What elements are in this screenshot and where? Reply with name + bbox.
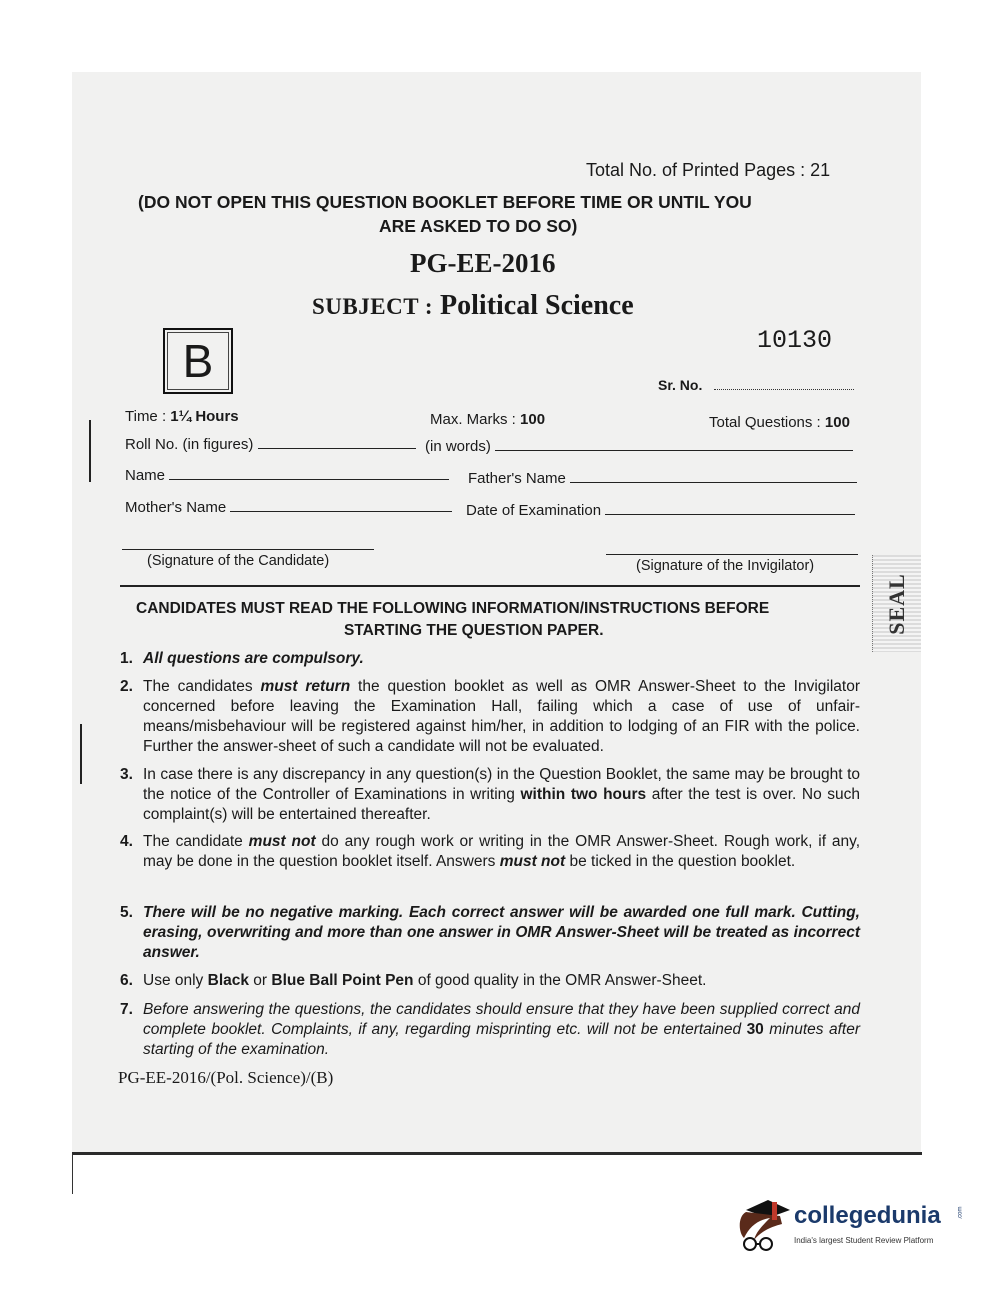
instruction-1 (120, 649, 860, 669)
instruction-number: 2. (120, 678, 133, 695)
roll-figures-label: Roll No. (in figures) (125, 436, 254, 453)
instruction-number: 7. (120, 1001, 133, 1018)
total-questions-value: 100 (824, 414, 850, 431)
roll-figures-field[interactable] (258, 447, 416, 449)
instruction-3 (120, 765, 860, 825)
instruction-text: Before answering the questions, the candidates should ensure that they have been supplied correct and complete booklet. Complaints, if any, regarding misprinting etc. will not be entertained 30 minutes after starting of the examination. (143, 1001, 860, 1058)
total-pages: Total No. of Printed Pages : 21 (586, 160, 831, 180)
logo-suffix: .com (957, 1206, 964, 1220)
page-bottom-border (72, 1152, 922, 1155)
sr-no-field[interactable] (714, 388, 854, 390)
instruction-2 (120, 677, 860, 757)
instruction-5 (120, 903, 860, 963)
exam-date-label: Date of Examination (466, 502, 602, 519)
logo-brand: collegedunia (794, 1202, 941, 1229)
instruction-text: In case there is any discrepancy in any question(s) in the Question Booklet, the same may be brought to the notice of the Controller of Examinations in writing within two hours after the test is over. No such complaint(s) will be entertained thereafter. (143, 766, 860, 823)
roll-words-label: (in words) (425, 438, 491, 455)
margin-mark (89, 420, 91, 482)
roll-words-row (425, 438, 853, 455)
instruction-number: 6. (120, 972, 133, 989)
warning-line-2: ARE ASKED TO DO SO) (379, 216, 578, 236)
instruction-text: The candidate must not do any rough work or writing in the OMR Answer-Sheet. Rough work, if any, may be done in the question booklet itself. Answers must not be ticked in the question booklet. (143, 833, 861, 870)
margin-mark (80, 724, 82, 784)
booklet-number: 10130 (757, 326, 833, 355)
time-value: 1¼ Hours (170, 408, 239, 425)
max-marks-row (430, 411, 545, 428)
instruction-text: The candidates must return the question booklet as well as OMR Answer-Sheet to the Invigilator concerned before leaving the Examination Hall, failing which a case of use of unfair-means/misbehaviour will be registered against him/her, in addition to lodging of an FIR with the police. Further the answer-sheet of such a candidate will not be evaluated. (143, 678, 860, 755)
subject-heading (312, 290, 634, 322)
max-marks-label: Max. Marks : (430, 411, 516, 428)
total-questions-label: Total Questions : (709, 414, 821, 431)
instructions-heading-line-1: CANDIDATES MUST READ THE FOLLOWING INFORMATION/INSTRUCTIONS BEFORE (136, 600, 770, 617)
father-name-row (468, 470, 857, 487)
mother-name-field[interactable] (230, 510, 452, 512)
instruction-text: There will be no negative marking. Each correct answer will be awarded one full mark. Cutting, erasing, overwriting and more than one answer in OMR Answer-Sheet will be treated as incorrect answer. (143, 904, 860, 961)
instruction-text: Use only Black or Blue Ball Point Pen of good quality in the OMR Answer-Sheet. (143, 972, 707, 989)
instruction-number: 1. (120, 650, 133, 667)
subject-label: SUBJECT : (312, 294, 434, 319)
seal-strip (872, 555, 921, 652)
candidate-signature-caption: (Signature of the Candidate) (147, 553, 330, 569)
total-questions-row (709, 414, 850, 431)
invigilator-signature-line[interactable] (606, 554, 858, 555)
sr-no-label: Sr. No. (658, 377, 703, 393)
instruction-number: 5. (120, 904, 133, 921)
instruction-number: 3. (120, 766, 133, 783)
seal-label: SEAL (884, 572, 909, 635)
instruction-number: 4. (120, 833, 133, 850)
roll-figures-row (125, 436, 416, 453)
invigilator-signature-caption: (Signature of the Invigilator) (636, 558, 815, 574)
student-mascot-icon (736, 1196, 792, 1258)
subject-name: Political Science (440, 290, 634, 321)
warning-line-1: (DO NOT OPEN THIS QUESTION BOOKLET BEFORE TIME OR UNTIL YOU (138, 192, 752, 212)
booklet-set-box (163, 328, 233, 394)
logo-tagline: India's largest Student Review Platform (794, 1236, 934, 1245)
exam-date-field[interactable] (605, 513, 855, 515)
instruction-text: All questions are compulsory. (143, 650, 364, 667)
name-label: Name (125, 467, 166, 484)
candidate-signature-line[interactable] (122, 549, 374, 550)
page-edge-line (72, 1154, 73, 1194)
exam-date-row (466, 502, 855, 519)
name-row (125, 467, 449, 484)
roll-words-field[interactable] (495, 449, 853, 451)
father-name-label: Father's Name (468, 470, 566, 487)
exam-code: PG-EE-2016 (410, 248, 556, 278)
serial-number-row (658, 377, 854, 393)
mother-name-label: Mother's Name (125, 499, 227, 516)
instruction-4 (120, 832, 860, 872)
footer-paper-code: PG-EE-2016/(Pol. Science)/(B) (118, 1068, 334, 1087)
mother-name-row (125, 499, 452, 516)
booklet-set: B (182, 335, 214, 387)
max-marks-value: 100 (520, 411, 546, 428)
collegedunia-logo[interactable] (736, 1196, 964, 1258)
name-field[interactable] (169, 478, 449, 480)
instruction-6 (120, 971, 860, 991)
instructions-heading-line-2: STARTING THE QUESTION PAPER. (344, 622, 604, 639)
time-row (125, 408, 239, 425)
instruction-7 (120, 1000, 860, 1060)
time-label: Time : (125, 408, 167, 425)
section-divider (120, 585, 860, 587)
father-name-field[interactable] (570, 481, 857, 483)
